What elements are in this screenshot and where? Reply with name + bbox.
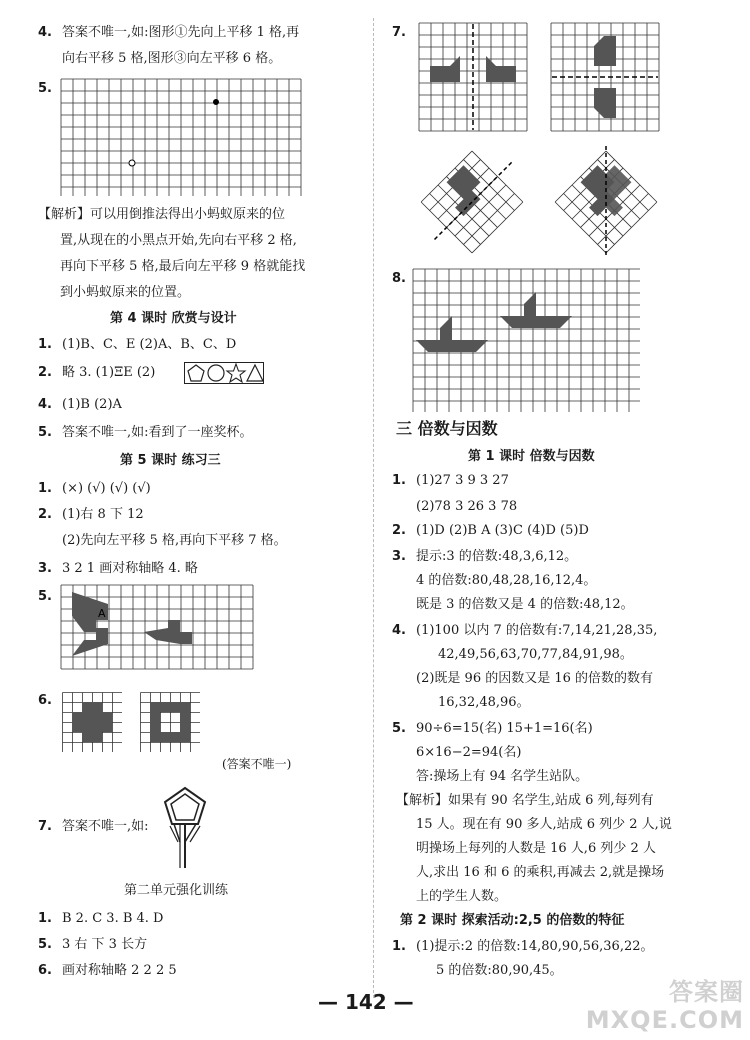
r1-jx1: 【解析】如果有 90 名学生,站成 6 列,每列有: [396, 793, 654, 808]
r1-jx4: 上的学生人数。: [416, 889, 508, 904]
r2-1a: (1)提示:2 的倍数:14,80,90,56,36,22。: [416, 939, 654, 954]
r-lesson2-title: 第 2 课时 探索活动:2,5 的倍数的特征: [400, 913, 625, 928]
l5-2-num: 2.: [38, 507, 52, 522]
lesson5-title: 第 5 课时 练习三: [120, 453, 221, 468]
r1-4a: (1)100 以内 7 的倍数有:7,14,21,28,35,: [416, 623, 658, 638]
shape-c: [144, 620, 192, 644]
l5-7-text: 答案不唯一,如:: [62, 819, 149, 834]
q4-num: 4.: [38, 25, 52, 40]
l4-4-text: (1)B (2)A: [62, 397, 122, 412]
cross-grid: [62, 692, 122, 752]
q4-line2: 向右平移 5 格,图形③向左平移 6 格。: [62, 51, 282, 66]
q5-num: 5.: [38, 81, 52, 96]
u-1-text: B 2. C 3. B 4. D: [62, 911, 164, 926]
r1-5a: 90÷6=15(名) 15+1=16(名): [416, 721, 593, 736]
l5-7-num: 7.: [38, 819, 52, 834]
l5-6-num: 6.: [38, 693, 52, 708]
l5-2b-text: (2)先向左平移 5 格,再向下平移 7 格。: [62, 533, 287, 548]
ant-grid: [60, 78, 304, 196]
u-1-num: 1.: [38, 911, 52, 926]
r-lesson1-title: 第 1 课时 倍数与因数: [468, 449, 595, 464]
sym-grid-2: [550, 22, 660, 132]
r1-3c: 既是 3 的倍数又是 4 的倍数:48,12。: [416, 597, 634, 612]
triangle-icon: [247, 365, 263, 381]
unit-title: 第二单元强化训练: [124, 883, 229, 898]
l5-5-num: 5.: [38, 589, 52, 604]
circle-icon: [208, 365, 224, 381]
q7-num: 7.: [392, 25, 406, 40]
watermark-line2: MXQE.COM: [585, 1006, 744, 1034]
lesson4-title: 第 4 课时 欣赏与设计: [110, 311, 237, 326]
r2-1b: 5 的倍数:80,90,45。: [436, 963, 563, 978]
l4-4-num: 4.: [38, 397, 52, 412]
black-dot: [213, 99, 219, 105]
r1-4d: 16,32,48,96。: [438, 695, 530, 710]
page-number: — 142 —: [318, 990, 414, 1014]
q4-line1: 答案不唯一,如:图形①先向上平移 1 格,再: [62, 25, 300, 40]
watermark: [586, 978, 744, 1034]
r1-1-num: 1.: [392, 473, 406, 488]
u-6-num: 6.: [38, 963, 52, 978]
shapes-row: [184, 362, 264, 384]
r1-2: (1)D (2)B A (3)C (4)D (5)D: [416, 523, 589, 538]
r1-5b: 6×16−2=94(名): [416, 745, 522, 760]
l5-2a-text: (1)右 8 下 12: [62, 507, 144, 522]
jiexi-line1: 【解析】可以用倒推法得出小蚂蚁原来的位: [38, 207, 286, 222]
section-title: 三 倍数与因数: [396, 419, 498, 438]
boat-grid: [412, 268, 640, 412]
jiexi-line2: 置,从现在的小黑点开始,先向右平移 2 格,: [60, 233, 297, 248]
r1-3a: 提示:3 的倍数:48,3,6,12。: [416, 549, 578, 564]
l5-1-num: 1.: [38, 481, 52, 496]
l4-5-text: 答案不唯一,如:看到了一座奖杯。: [62, 425, 253, 440]
diamond-grid-1: [412, 142, 532, 262]
r1-1b: (2)78 3 26 3 78: [416, 499, 518, 514]
r1-4c: (2)既是 96 的因数又是 16 的倍数的数有: [416, 671, 654, 686]
l4-2-num: 2.: [38, 365, 52, 380]
l4-1-num: 1.: [38, 337, 52, 352]
l4-5-num: 5.: [38, 425, 52, 440]
l5-3-num: 3.: [38, 561, 52, 576]
u-5-num: 5.: [38, 937, 52, 952]
r1-jx2: 15 人。现在有 90 多人,站成 6 列少 2 人,说: [416, 817, 672, 832]
white-dot: [129, 160, 135, 166]
trophy-figure: [160, 784, 210, 870]
l4-1-text: (1)B、C、E (2)A、B、C、D: [62, 337, 237, 352]
column-divider: [373, 18, 374, 998]
sym-grid-1: [418, 22, 528, 132]
l5-3-text: 3 2 1 画对称轴略 4. 略: [62, 561, 198, 576]
r1-jx3b: 人,求出 16 和 6 的乘积,再减去 2,就是操场: [416, 865, 665, 880]
r1-3-num: 3.: [392, 549, 406, 564]
flag-grid: [60, 584, 256, 670]
l5-6-note: (答案不唯一): [222, 757, 292, 771]
r1-jx3a: 明操场上每列的人数是 16 人,6 列少 2 人: [416, 841, 656, 856]
r1-2-num: 2.: [392, 523, 406, 538]
r1-4b: 42,49,56,63,70,77,84,91,98。: [438, 647, 633, 662]
cell-label-a: A: [98, 607, 106, 620]
ring-grid: [140, 692, 200, 752]
pentagon-icon: [188, 365, 204, 381]
r1-1a: (1)27 3 9 3 27: [416, 473, 509, 488]
l5-1-text: (×) (√) (√) (√): [62, 481, 151, 496]
r1-3b: 4 的倍数:80,48,28,16,12,4。: [416, 573, 597, 588]
r2-1-num: 1.: [392, 939, 406, 954]
q8-num: 8.: [392, 271, 406, 286]
r1-5c: 答:操场上有 94 名学生站队。: [416, 769, 589, 784]
jiexi-line3: 再向下平移 5 格,最后向左平移 9 格就能找: [60, 259, 306, 274]
jiexi-line4: 到小蚂蚁原来的位置。: [60, 285, 191, 300]
r1-4-num: 4.: [392, 623, 406, 638]
r1-5-num: 5.: [392, 721, 406, 736]
shape-b: [72, 628, 108, 656]
u-5-text: 3 右 下 3 长方: [62, 937, 148, 952]
watermark-line1: 答案圈: [669, 978, 744, 1006]
star-icon: [227, 364, 245, 382]
diamond-grid-2: [546, 142, 666, 262]
u-6-text: 画对称轴略 2 2 2 5: [62, 963, 177, 978]
l4-2-text: 略 3. (1)ΞΕ (2): [62, 365, 156, 380]
